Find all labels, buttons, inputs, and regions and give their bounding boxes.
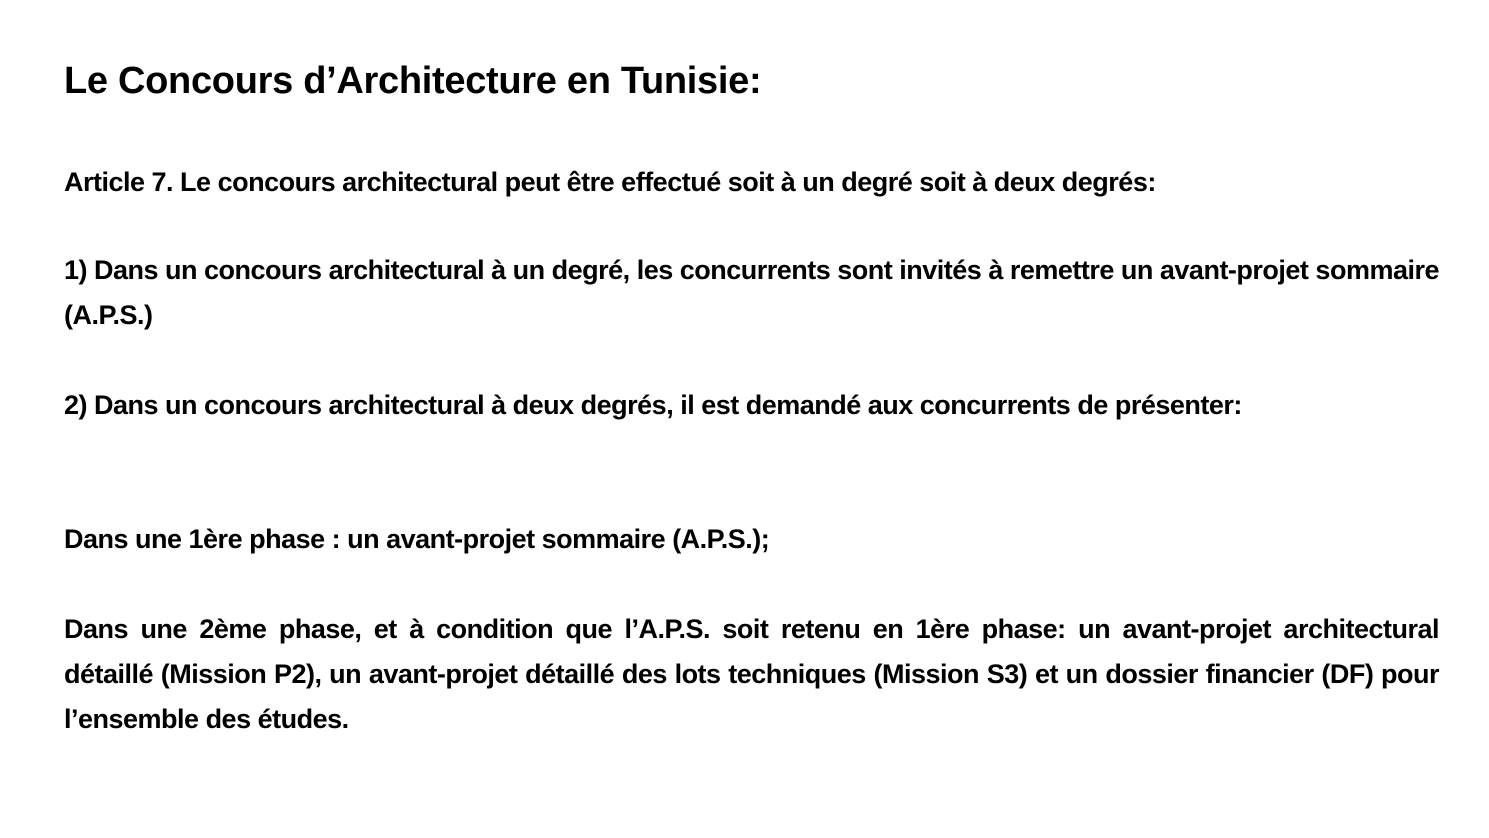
- paragraph-first-phase: Dans une 1ère phase : un avant-projet sommaire (A.P.S.);: [64, 524, 770, 554]
- slide-title: Le Concours d’Architecture en Tunisie:: [64, 60, 762, 102]
- paragraph-one-degree: 1) Dans un concours architectural à un degré, les concurrents sont invités à remettre un avant-projet sommaire (A.P.S.): [64, 255, 1439, 330]
- paragraph-second-phase: Dans une 2ème phase, et à condition que l’A.P.S. soit retenu en 1ère phase: un avant-projet architectural détaillé (Mission P2), un avant-projet détaillé des lots techniques (Mission S3) et un dossier financier (DF) pour l’ensemble des études.: [64, 614, 1439, 734]
- article-7-intro: Article 7. Le concours architectural peut être effectué soit à un degré soit à deux degrés:: [64, 167, 1156, 197]
- paragraph-two-degrees: 2) Dans un concours architectural à deux degrés, il est demandé aux concurrents de présenter:: [64, 390, 1242, 420]
